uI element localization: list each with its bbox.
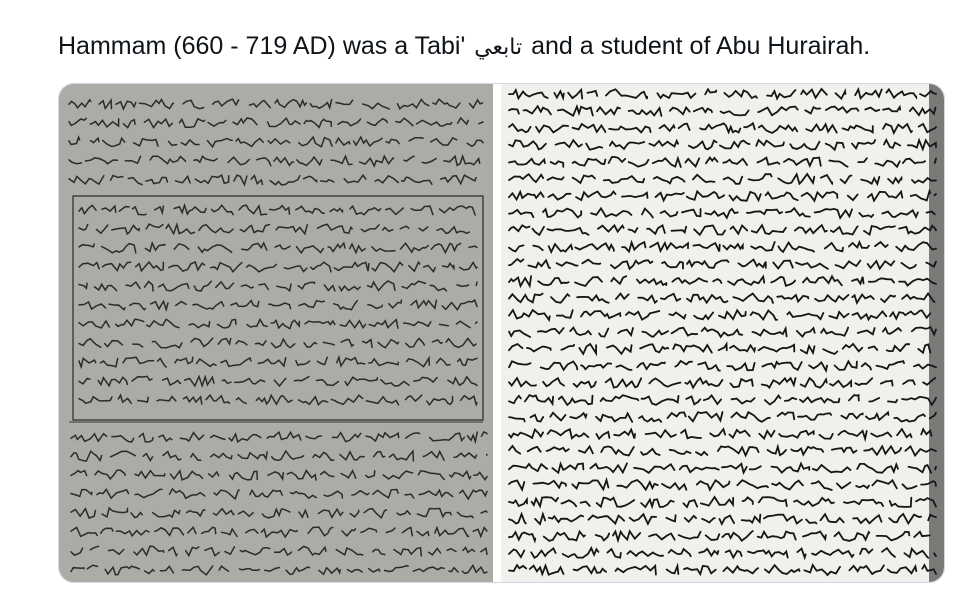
handwriting-line <box>69 99 483 109</box>
handwriting-line <box>509 208 935 218</box>
handwriting-line <box>509 242 936 252</box>
handwriting-line <box>71 489 487 499</box>
handwriting-line <box>509 157 936 167</box>
handwriting-line <box>509 327 936 337</box>
handwriting-line <box>509 531 930 541</box>
handwriting-line <box>509 310 930 320</box>
handwriting-line <box>79 243 477 253</box>
handwriting-line <box>509 259 936 269</box>
handwriting-line <box>79 338 476 348</box>
handwriting-line <box>509 123 936 133</box>
handwriting-line <box>79 376 477 386</box>
handwriting-line <box>509 344 930 354</box>
handwriting-line <box>509 89 936 99</box>
handwriting-line <box>509 446 936 456</box>
media-divider <box>493 84 501 582</box>
handwriting-line <box>71 432 487 442</box>
handwriting-line <box>69 175 476 185</box>
handwriting-line <box>79 395 477 405</box>
handwriting-line <box>509 174 936 184</box>
handwriting-line <box>71 565 487 575</box>
handwriting-line <box>69 156 480 166</box>
handwriting-line <box>509 378 935 388</box>
handwriting-line <box>79 262 477 272</box>
handwriting-line <box>79 357 477 367</box>
handwriting-line <box>509 395 936 405</box>
handwriting-line <box>71 527 487 537</box>
handwriting-line <box>71 508 487 518</box>
manuscript-image-right[interactable] <box>501 84 944 582</box>
handwriting-line <box>79 281 477 291</box>
handwriting-line <box>509 548 936 558</box>
handwriting-line <box>509 294 935 303</box>
handwriting-line <box>509 565 936 575</box>
handwriting-line <box>509 412 936 422</box>
handwriting-line <box>79 300 477 310</box>
handwriting-line <box>79 224 469 234</box>
handwriting-line <box>69 118 483 128</box>
tweet-text-en-1: Hammam (660 - 719 AD) was a Tabi' <box>58 32 466 60</box>
handwriting-line <box>69 137 483 147</box>
handwriting-line <box>509 429 932 439</box>
manuscript-image-left[interactable] <box>59 84 493 582</box>
handwriting-line <box>509 361 936 371</box>
handwriting-line <box>509 225 936 235</box>
handwriting-line <box>509 140 936 150</box>
manuscript-right-svg <box>501 84 944 582</box>
handwriting-line <box>71 470 487 480</box>
handwriting-line <box>71 546 487 556</box>
handwriting-line <box>509 106 936 116</box>
page-edge-shadow <box>929 84 944 582</box>
handwriting-line <box>509 463 936 472</box>
handwriting-line <box>79 205 475 215</box>
handwriting-line <box>509 276 936 286</box>
handwriting-line <box>509 191 936 201</box>
tweet-text-en-2: and a student of Abu Hurairah. <box>531 32 871 60</box>
handwriting-line <box>79 319 477 328</box>
handwriting-line <box>71 451 487 461</box>
tweet-text <box>58 28 958 66</box>
handwriting-line <box>509 514 936 524</box>
handwriting-line <box>509 497 936 507</box>
tweet-media-card[interactable] <box>58 83 945 583</box>
manuscript-left-svg <box>59 84 493 582</box>
handwriting-line <box>509 480 936 490</box>
tweet-text-arabic: تابعي <box>474 35 523 60</box>
